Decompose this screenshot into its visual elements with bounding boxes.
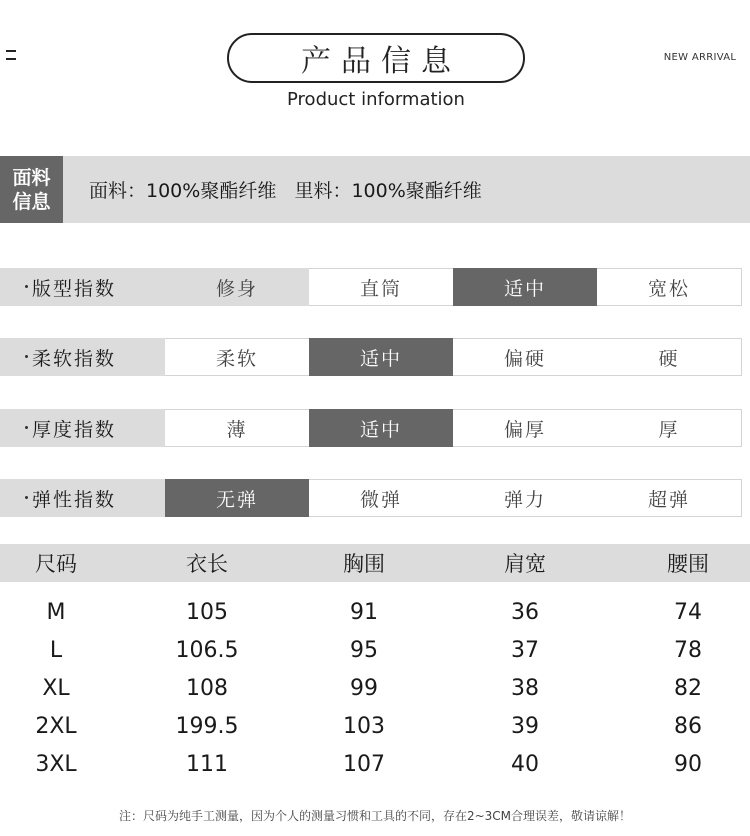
fit-index-option: 宽松 — [597, 268, 742, 306]
table-row — [0, 707, 750, 745]
elasticity-index-option: 弹力 — [453, 479, 598, 517]
fabric-info-section — [0, 156, 750, 223]
cell-length: 199.5 — [175, 713, 239, 739]
cell-chest: 99 — [350, 675, 378, 701]
cell-length: 105 — [186, 599, 228, 625]
cell-length: 111 — [186, 751, 228, 777]
cell-size: L — [49, 637, 63, 663]
new-arrival-badge: NEW ARRIVAL — [663, 52, 737, 63]
thickness-index-option: 薄 — [165, 409, 310, 447]
cell-waist: 86 — [674, 713, 702, 739]
cell-length: 108 — [186, 675, 228, 701]
cell-shoulder: 36 — [511, 599, 539, 625]
fit-index-option: 适中 — [453, 268, 598, 306]
cell-chest: 91 — [350, 599, 378, 625]
elasticity-index-option: 微弹 — [309, 479, 454, 517]
header-size: 尺码 — [35, 552, 77, 576]
header-length: 衣长 — [186, 552, 228, 576]
cell-waist: 90 — [674, 751, 702, 777]
cell-waist: 74 — [674, 599, 702, 625]
softness-index-option: 偏硬 — [453, 338, 598, 376]
fabric-label-line1: 面料 — [12, 166, 51, 189]
thickness-index-label — [0, 409, 165, 447]
bullet-dot-icon — [25, 496, 28, 499]
fit-index-option: 修身 — [165, 268, 310, 306]
table-row — [0, 593, 750, 631]
fabric-composition-text: 面料：100%聚酯纤维 里料：100%聚酯纤维 — [89, 180, 482, 202]
softness-index-option: 适中 — [309, 338, 454, 376]
table-row — [0, 669, 750, 707]
cell-waist: 78 — [674, 637, 702, 663]
thickness-index-option: 偏厚 — [453, 409, 598, 447]
header-waist: 腰围 — [667, 552, 709, 576]
cell-chest: 95 — [350, 637, 378, 663]
size-table-header — [0, 544, 750, 582]
bullet-dot-icon — [25, 355, 28, 358]
elasticity-index-label-text: 弹性指数 — [32, 488, 117, 511]
table-row — [0, 631, 750, 669]
menu-marker-icon — [6, 50, 18, 64]
cell-size: 2XL — [35, 713, 77, 739]
softness-index-row — [0, 338, 733, 376]
thickness-index-option: 适中 — [309, 409, 454, 447]
softness-index-option: 柔软 — [165, 338, 310, 376]
softness-index-option: 硬 — [597, 338, 742, 376]
fabric-label-line2: 信息 — [12, 190, 51, 213]
measurement-footnote: 注：尺码为纯手工测量，因为个人的测量习惯和工具的不同，存在2~3CM合理误差，敬请谅解！ — [118, 809, 632, 823]
cell-shoulder: 39 — [511, 713, 539, 739]
elasticity-index-label — [0, 479, 165, 517]
header-shoulder: 肩宽 — [504, 552, 546, 576]
cell-size: 3XL — [35, 751, 77, 777]
fit-index-row — [0, 268, 733, 306]
fit-index-option: 直筒 — [309, 268, 454, 306]
fabric-info-label — [0, 156, 63, 223]
fit-index-label — [0, 268, 165, 306]
fit-index-label-text: 版型指数 — [32, 277, 117, 300]
softness-index-label — [0, 338, 165, 376]
cell-size: XL — [42, 675, 70, 701]
cell-shoulder: 37 — [511, 637, 539, 663]
bullet-dot-icon — [25, 285, 28, 288]
softness-index-label-text: 柔软指数 — [32, 347, 117, 370]
thickness-index-row — [0, 409, 733, 447]
cell-chest: 107 — [343, 751, 385, 777]
page-subtitle: Product information — [287, 89, 465, 110]
page-title: 产品信息 — [227, 33, 525, 83]
table-row — [0, 745, 750, 783]
elasticity-index-option: 超弹 — [597, 479, 742, 517]
bullet-dot-icon — [25, 426, 28, 429]
cell-length: 106.5 — [175, 637, 239, 663]
thickness-index-option: 厚 — [597, 409, 742, 447]
cell-shoulder: 40 — [511, 751, 539, 777]
cell-shoulder: 38 — [511, 675, 539, 701]
header-chest: 胸围 — [343, 552, 385, 576]
cell-waist: 82 — [674, 675, 702, 701]
thickness-index-label-text: 厚度指数 — [32, 418, 117, 441]
elasticity-index-option: 无弹 — [165, 479, 310, 517]
cell-size: M — [46, 599, 66, 625]
cell-chest: 103 — [343, 713, 385, 739]
elasticity-index-row — [0, 479, 733, 517]
